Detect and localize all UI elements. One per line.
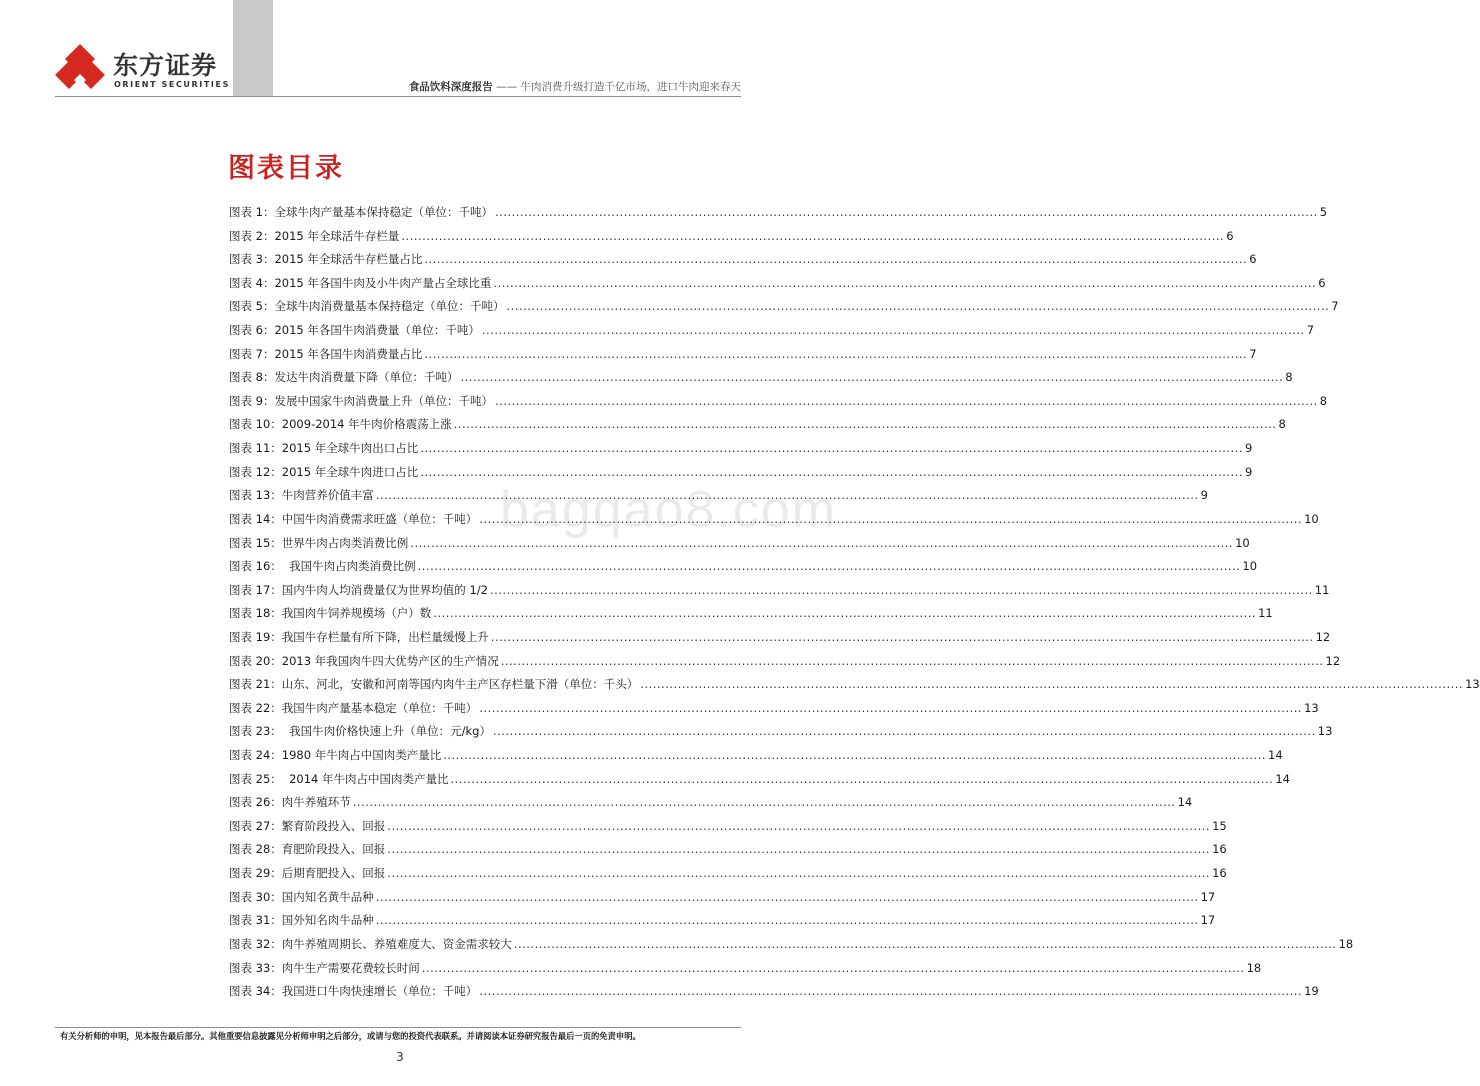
toc-entry[interactable] [229, 791, 1193, 815]
toc-entry-label: 图表 12： [229, 464, 282, 479]
toc-entry-title: 繁育阶段投入、回报 [281, 818, 386, 833]
toc-entry-label: 图表 29： [229, 866, 282, 881]
toc-entry-label: 图表 14： [229, 511, 282, 526]
toc-entry-page: 13 [1465, 677, 1480, 692]
toc-entry-label: 图表 28： [229, 842, 282, 857]
toc-entry-title: 国内牛肉人均消费量仅为世界均值的 1/2 [281, 582, 488, 597]
toc-entry[interactable] [229, 437, 1253, 461]
toc-entry-title: 2013 年我国肉牛四大优势产区的生产情况 [281, 653, 499, 668]
report-type: 食品饮料深度报告 [408, 81, 493, 93]
toc-entry-title: 2015 年各国牛肉消费量占比 [274, 346, 423, 361]
toc-leader-dots [491, 626, 1314, 650]
toc-entry[interactable] [229, 295, 1339, 319]
toc-entry-label: 图表 6： [229, 323, 275, 338]
toc-entry-title: 2015 年各国牛肉及小牛肉产量占全球比重 [274, 275, 492, 290]
header-divider [55, 96, 741, 97]
toc-entry-title: 我国牛存栏量有所下降，出栏量缓慢上升 [281, 629, 489, 644]
toc-entry[interactable] [229, 626, 1331, 650]
toc-entry-label: 图表 24： [229, 748, 282, 763]
toc-leader-dots [387, 815, 1210, 839]
toc-entry[interactable] [229, 602, 1273, 626]
toc-entry-title: 育肥阶段投入、回报 [281, 842, 386, 857]
toc-entry-title: 发展中国家牛肉消费量上升（单位：千吨） [274, 393, 493, 408]
logo-chinese-name: 东方证券 [113, 51, 218, 80]
toc-entry-title: 2009-2014 年牛肉价格震荡上涨 [281, 417, 452, 432]
toc-entry-title: 后期育肥投入、回报 [281, 866, 386, 881]
toc-entry[interactable] [229, 201, 1328, 225]
toc-entry-page: 13 [1304, 700, 1319, 715]
toc-entry-page: 14 [1275, 771, 1290, 786]
page-number: 3 [396, 1050, 404, 1064]
toc-entry-title: 2015 年全球牛肉出口占比 [281, 441, 419, 456]
toc-entry-title: 肉牛养殖环节 [281, 795, 351, 810]
toc-entry-page: 8 [1319, 393, 1328, 408]
toc-entry-page: 12 [1325, 653, 1341, 668]
toc-leader-dots [410, 532, 1233, 556]
toc-entry[interactable] [229, 390, 1328, 414]
toc-leader-dots [376, 886, 1199, 910]
toc-entry-label: 图表 21： [229, 677, 282, 692]
toc-entry-page: 13 [1317, 724, 1333, 739]
toc-entry-page: 15 [1212, 818, 1227, 833]
toc-leader-dots [454, 413, 1277, 437]
toc-leader-dots [495, 390, 1318, 414]
toc-entry[interactable] [229, 579, 1330, 603]
report-header [409, 79, 741, 94]
toc-leader-dots [422, 957, 1245, 981]
toc-entry-title: 我国牛肉价格快速上升（单位：元/kg） [281, 724, 491, 739]
toc-entry-page: 17 [1200, 913, 1216, 928]
toc-entry[interactable] [229, 744, 1283, 768]
toc-leader-dots [482, 319, 1305, 343]
toc-entry-title: 2015 年全球活牛存栏量占比 [274, 252, 423, 267]
toc-entry-title: 2014 年牛肉占中国肉类产量比 [281, 771, 449, 786]
toc-entry-title: 肉牛养殖周期长、养殖难度大、资金需求较大 [281, 936, 512, 951]
footer-divider [55, 1027, 741, 1028]
toc-entry-page: 14 [1177, 795, 1193, 810]
toc-entry[interactable] [229, 272, 1326, 296]
toc-entry-title: 2015 年各国牛肉消费量（单位：千吨） [274, 323, 480, 338]
toc-entry-title: 我国肉牛饲养规模场（户）数 [281, 606, 432, 621]
toc-leader-dots [514, 933, 1337, 957]
company-logo [55, 43, 230, 93]
toc-entry-label: 图表 11： [229, 441, 282, 456]
toc-entry-page: 7 [1249, 346, 1257, 361]
toc-entry[interactable] [229, 225, 1234, 249]
toc-entry-title: 我国牛肉产量基本稳定（单位：千吨） [281, 700, 478, 715]
toc-entry[interactable] [229, 697, 1319, 721]
toc-entry-label: 图表 17： [229, 582, 282, 597]
toc-entry-page: 7 [1306, 323, 1315, 338]
toc-entry-page: 8 [1278, 417, 1286, 432]
toc-entry-title: 全球牛肉消费量基本保持稳定（单位：千吨） [274, 299, 505, 314]
toc-entry-label: 图表 4： [229, 275, 275, 290]
toc-entry-page: 10 [1242, 559, 1258, 574]
toc-entry[interactable] [229, 815, 1227, 839]
toc-leader-dots [401, 225, 1224, 249]
toc-leader-dots [387, 838, 1210, 862]
toc-entry[interactable] [229, 366, 1293, 390]
toc-entry-page: 7 [1331, 299, 1339, 314]
toc-leader-dots [376, 909, 1199, 933]
toc-entry[interactable] [229, 720, 1333, 744]
toc-leader-dots [506, 295, 1329, 319]
toc-leader-dots [443, 744, 1266, 768]
toc-entry-page: 8 [1285, 370, 1293, 385]
toc-leader-dots [420, 461, 1243, 485]
toc-entry-label: 图表 18： [229, 606, 282, 621]
toc-entry[interactable] [229, 886, 1216, 910]
toc-entry-page: 16 [1212, 866, 1227, 881]
toc-entry[interactable] [229, 413, 1286, 437]
toc-leader-dots [479, 980, 1302, 1004]
toc-entry-title: 我国牛肉占肉类消费比例 [281, 559, 416, 574]
toc-entry-page: 9 [1245, 464, 1253, 479]
toc-entry-title: 肉牛生产需要花费较长时间 [281, 960, 420, 975]
toc-entry-page: 6 [1226, 228, 1234, 243]
toc-entry-page: 6 [1318, 275, 1326, 290]
toc-entry-page: 18 [1246, 960, 1262, 975]
toc-entry-label: 图表 15： [229, 535, 282, 550]
toc-entry[interactable] [229, 838, 1227, 862]
toc-entry-label: 图表 10： [229, 417, 282, 432]
toc-leader-dots [353, 791, 1176, 815]
toc-entry-page: 10 [1304, 511, 1319, 526]
toc-entry-label: 图表 26： [229, 795, 282, 810]
toc-entry[interactable] [229, 508, 1319, 532]
toc-entry-page: 11 [1258, 606, 1273, 621]
toc-entry[interactable] [229, 319, 1315, 343]
toc-leader-dots [424, 248, 1247, 272]
toc-entry-title: 全球牛肉产量基本保持稳定（单位：千吨） [274, 205, 493, 219]
toc-entry-title: 发达牛肉消费量下降（单位：千吨） [274, 370, 459, 385]
header-dash: —— [492, 81, 521, 93]
toc-entry-page: 14 [1268, 748, 1283, 763]
toc-entry-label: 图表 13： [229, 488, 282, 503]
toc-leader-dots [493, 720, 1316, 744]
toc-entry-title: 2015 年全球牛肉进口占比 [281, 464, 419, 479]
toc-heading: 图表目录 [228, 153, 344, 184]
toc-entry-page: 19 [1304, 984, 1319, 999]
toc-entry-title: 山东、河北，安徽和河南等国内肉牛主产区存栏量下滑（单位：千头） [281, 677, 639, 692]
toc-entry-label: 图表 33： [229, 960, 282, 975]
toc-leader-dots [387, 862, 1210, 886]
toc-entry-label: 图表 22： [229, 700, 282, 715]
toc-entry[interactable] [229, 343, 1257, 367]
toc-entry-page: 9 [1200, 488, 1208, 503]
toc-entry[interactable] [229, 650, 1341, 674]
toc-entry[interactable] [229, 957, 1262, 981]
toc-entry-label: 图表 16： [229, 559, 282, 574]
toc-entry-title: 2015 年全球活牛存栏量 [274, 228, 400, 243]
toc-entry-label: 图表 2： [229, 228, 275, 243]
toc-entry[interactable] [229, 673, 1480, 697]
toc-entry-label: 图表 32： [229, 936, 282, 951]
toc-entry-page: 11 [1314, 582, 1330, 597]
toc-entry-label: 图表 5： [229, 299, 275, 314]
toc-entry-label: 图表 27： [229, 818, 282, 833]
toc-entry-title: 中国牛肉消费需求旺盛（单位：千吨） [281, 511, 478, 526]
toc-entry[interactable] [229, 484, 1208, 508]
toc-entry-label: 图表 8： [229, 370, 275, 385]
toc-entry[interactable] [229, 248, 1257, 272]
toc-entry-page: 16 [1212, 842, 1227, 857]
toc-leader-dots [640, 673, 1463, 697]
toc-entry-title: 我国进口牛肉快速增长（单位：千吨） [281, 984, 478, 999]
toc-entry[interactable] [229, 909, 1216, 933]
toc-leader-dots [433, 602, 1256, 626]
toc-leader-dots [376, 484, 1199, 508]
toc-entry-title: 1980 年牛肉占中国肉类产量比 [281, 748, 442, 763]
header-gray-block [233, 0, 273, 96]
toc-entry-page: 6 [1249, 252, 1257, 267]
toc-entry-label: 图表 25： [229, 771, 282, 786]
toc-entry-title: 世界牛肉占肉类消费比例 [281, 535, 409, 550]
toc-entry-label: 图表 9： [229, 393, 275, 408]
toc-entry[interactable] [229, 461, 1253, 485]
toc-entry-page: 9 [1245, 441, 1253, 456]
toc-leader-dots [479, 508, 1302, 532]
toc-leader-dots [501, 650, 1324, 674]
toc-entry-label: 图表 3： [229, 252, 275, 267]
toc-entry-title: 国外知名肉牛品种 [281, 913, 374, 928]
toc-entry-label: 图表 23： [229, 724, 282, 739]
toc-entry-label: 图表 31： [229, 913, 282, 928]
toc-entry-label: 图表 7： [229, 346, 275, 361]
toc-entry[interactable] [229, 768, 1290, 792]
toc-entry-label: 图表 19： [229, 629, 282, 644]
toc-entry-page: 17 [1200, 889, 1216, 904]
toc-entry-page: 10 [1235, 535, 1250, 550]
toc-entry[interactable] [229, 555, 1258, 579]
toc-entry-label: 图表 34： [229, 984, 282, 999]
watermark: bagqao8.com [500, 481, 838, 539]
toc-entry-label: 图表 30： [229, 889, 282, 904]
toc-entry[interactable] [229, 532, 1250, 556]
toc-leader-dots [495, 201, 1318, 225]
orient-securities-logo-icon [55, 43, 105, 93]
toc-entry[interactable] [229, 980, 1319, 1004]
footer-disclaimer: 有关分析师的申明，见本报告最后部分。其他重要信息披露见分析师申明之后部分，或请与您的投资代表联系。并请阅读本证券研究报告最后一页的免责申明。 [60, 1031, 641, 1041]
toc-leader-dots [490, 579, 1313, 603]
toc-entry[interactable] [229, 933, 1354, 957]
logo-english-name: ORIENT SECURITIES [114, 80, 230, 89]
toc-entry-page: 18 [1338, 936, 1354, 951]
toc-leader-dots [460, 366, 1283, 390]
toc-leader-dots [420, 437, 1243, 461]
toc-entry-label: 图表 1： [229, 205, 275, 219]
toc-leader-dots [451, 768, 1274, 792]
toc-entry[interactable] [229, 862, 1227, 886]
toc-entry-page: 5 [1319, 205, 1328, 219]
report-title: 牛肉消费升级打造千亿市场，进口牛肉迎来春天 [520, 81, 741, 93]
toc-leader-dots [493, 272, 1316, 296]
toc-leader-dots [479, 697, 1302, 721]
toc-list [229, 201, 1480, 1004]
toc-entry-page: 12 [1315, 629, 1331, 644]
toc-entry-title: 牛肉营养价值丰富 [281, 488, 374, 503]
toc-entry-title: 国内知名黄牛品种 [281, 889, 374, 904]
toc-leader-dots [418, 555, 1241, 579]
toc-entry-label: 图表 20： [229, 653, 282, 668]
toc-leader-dots [424, 343, 1247, 367]
